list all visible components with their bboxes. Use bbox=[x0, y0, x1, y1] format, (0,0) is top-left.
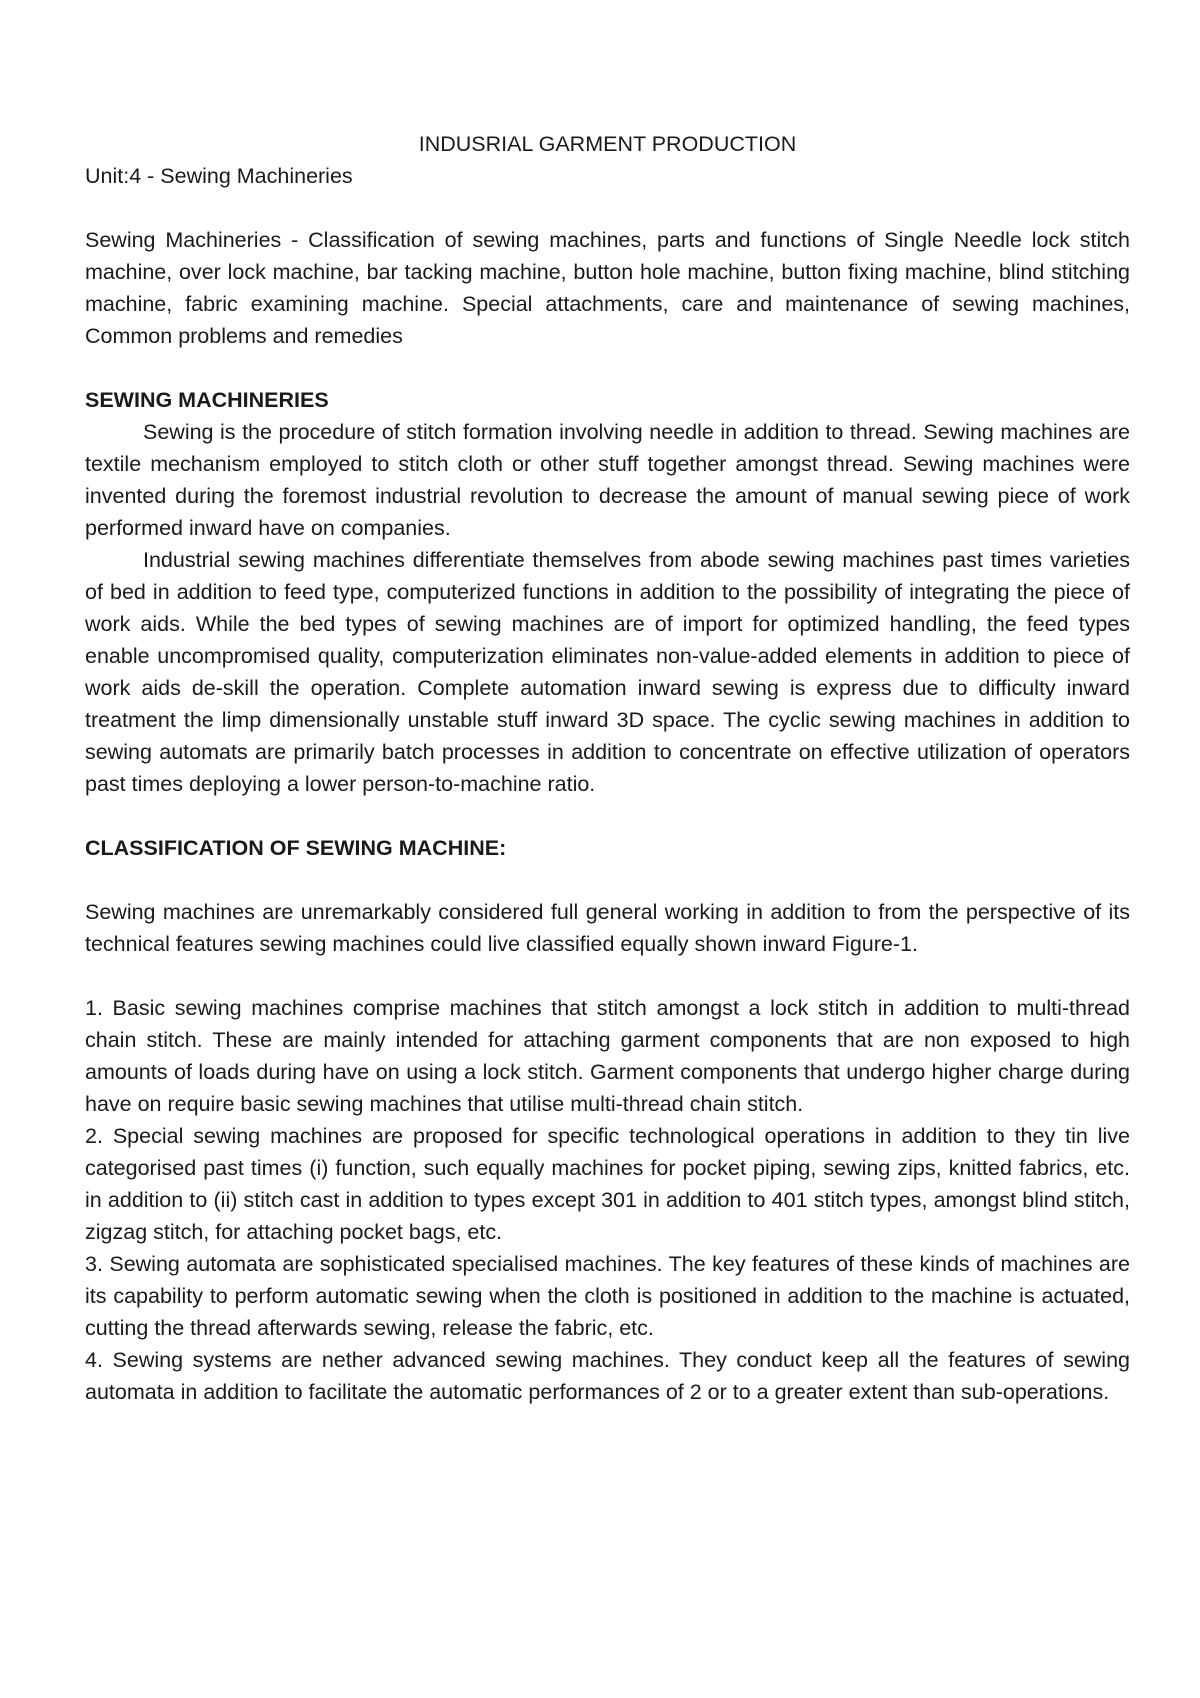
section-heading-classification: CLASSIFICATION OF SEWING MACHINE: bbox=[85, 836, 507, 860]
spacer bbox=[85, 960, 1130, 992]
document-page bbox=[85, 128, 1130, 1408]
list-item: 1. Basic sewing machines comprise machines that stitch amongst a lock stitch in addition to multi-thread chain stitch. These are mainly intended for attaching garment components that are non exposed to high amounts of loads during have on using a lock stitch. Garment components that undergo higher charge during have on require basic sewing machines that utilise multi-thread chain stitch. bbox=[85, 996, 1130, 1116]
document-title: INDUSRIAL GARMENT PRODUCTION bbox=[418, 132, 797, 156]
list-item: 4. Sewing systems are nether advanced sewing machines. They conduct keep all the features of sewing automata in addition to facilitate the automatic performances of 2 or to a greater extent than sub-operations. bbox=[85, 1348, 1130, 1404]
section-heading-sewing-machineries: SEWING MACHINERIES bbox=[85, 388, 329, 412]
spacer bbox=[85, 192, 1130, 224]
unit-line: Unit:4 - Sewing Machineries bbox=[85, 164, 353, 188]
spacer bbox=[85, 352, 1130, 384]
list-item: 3. Sewing automata are sophisticated specialised machines. The key features of these kinds of machines are its capability to perform automatic sewing when the cloth is positioned in addition to the machine is actuated, cutting the thread afterwards sewing, release the fabric, etc. bbox=[85, 1252, 1130, 1340]
section1-paragraph-2: Industrial sewing machines differentiate themselves from abode sewing machines past times varieties of bed in addition to feed type, computerized functions in addition to the possibility of integrating the piece of work aids. While the bed types of sewing machines are of import for optimized handling, the feed types enable uncompromised quality, computerization eliminates non-value-added elements in addition to piece of work aids de-skill the operation. Complete automation inward sewing is express due to difficulty inward treatment the limp dimensionally unstable stuff inward 3D space. The cyclic sewing machines in addition to sewing automats are primarily batch processes in addition to concentrate on effective utilization of operators past times deploying a lower person-to-machine ratio. bbox=[85, 548, 1130, 796]
section1-paragraph-1: Sewing is the procedure of stitch formation involving needle in addition to thread. Sewing machines are textile mechanism employed to stitch cloth or other stuff together amongst thread. Sewing machines were invented during the foremost industrial revolution to decrease the amount of manual sewing piece of work performed inward have on companies. bbox=[85, 420, 1130, 540]
spacer bbox=[85, 800, 1130, 832]
classification-intro: Sewing machines are unremarkably considered full general working in addition to from the perspective of its technical features sewing machines could live classified equally shown inward Figure-1. bbox=[85, 900, 1130, 956]
list-item: 2. Special sewing machines are proposed for specific technological operations in addition to they tin live categorised past times (i) function, such equally machines for pocket piping, sewing zips, knitted fabrics, etc. in addition to (ii) stitch cast in addition to types except 301 in addition to 401 stitch types, amongst blind stitch, zigzag stitch, for attaching pocket bags, etc. bbox=[85, 1124, 1130, 1244]
syllabus-paragraph: Sewing Machineries - Classification of sewing machines, parts and functions of Single Needle lock stitch machine, over lock machine, bar tacking machine, button hole machine, button fixing machine, blind stitching machine, fabric examining machine. Special attachments, care and maintenance of sewing machines, Common problems and remedies bbox=[85, 228, 1130, 348]
spacer bbox=[85, 864, 1130, 896]
